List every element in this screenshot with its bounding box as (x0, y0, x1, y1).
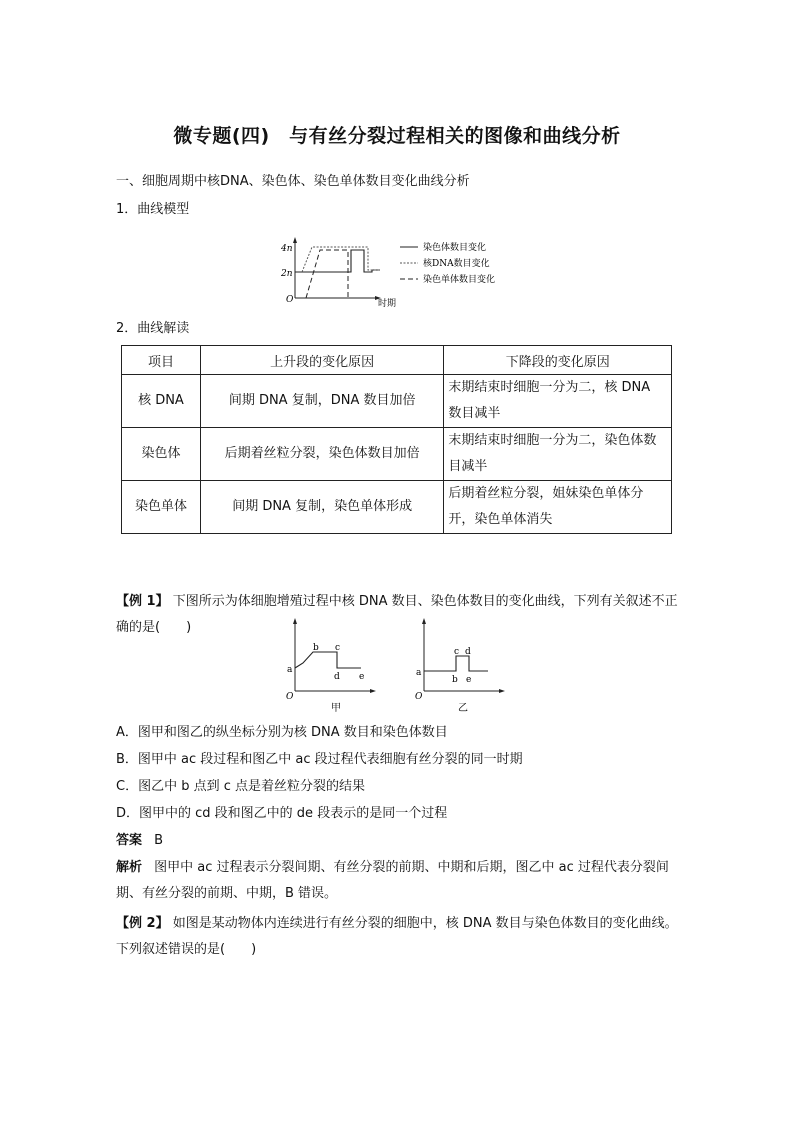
table-header: 下降段的变化原因 (444, 346, 672, 375)
option-a: A．图甲和图乙的纵坐标分别为核 DNA 数目和染色体数目 (116, 725, 448, 740)
legend-dna: 核DNA数目变化 (423, 259, 490, 269)
origin-label: O (415, 692, 423, 702)
table-cell: 后期着丝粒分裂，染色体数目加倍 (200, 428, 444, 481)
answer-line (116, 832, 163, 850)
page-title: 微专题(四) 与有丝分裂过程相关的图像和曲线分析 (173, 125, 621, 147)
analysis (116, 855, 682, 907)
example2-tag: 【例 2】 (116, 916, 169, 931)
table-row (122, 481, 672, 534)
chart-caption: 甲 (331, 703, 341, 714)
point-label-c: c (454, 647, 460, 657)
analysis-label: 解析 (116, 860, 143, 875)
table-cell: 间期 DNA 复制，染色单体形成 (200, 481, 444, 534)
table-header-row (122, 346, 672, 375)
point-label-e: e (359, 672, 365, 682)
point-label-c: c (335, 643, 341, 653)
legend-chromatid: 染色单体数目变化 (423, 275, 496, 285)
x-axis-label: 时期 (378, 299, 397, 309)
table-cell: 间期 DNA 复制，DNA 数目加倍 (200, 375, 444, 428)
dna-curve (302, 247, 380, 272)
point-label-d: d (465, 647, 471, 657)
example1-text: 下图所示为体细胞增殖过程中核 DNA 数目、染色体数目的变化曲线，下列有关叙述不正确的是( ) (116, 594, 678, 635)
legend-chromosome: 染色体数目变化 (423, 243, 487, 253)
table-header: 上升段的变化原因 (200, 346, 444, 375)
x-arrow (370, 689, 376, 693)
x-arrow (499, 689, 505, 693)
point-label-e: e (466, 675, 472, 685)
option-d: D．图甲中的 cd 段和图乙中的 de 段表示的是同一个过程 (116, 806, 448, 821)
option-b: B．图甲中 ac 段过程和图乙中 ac 段过程代表细胞有丝分裂的同一时期 (116, 752, 523, 767)
y-arrow (293, 237, 297, 243)
chart-caption: 乙 (458, 703, 468, 714)
chromatid-curve (306, 250, 348, 298)
curve-model-chart (278, 234, 523, 314)
point-label-a: a (416, 668, 422, 678)
chromosome-curve (295, 250, 380, 272)
y-arrow (293, 618, 297, 624)
example1-question (116, 589, 682, 641)
answer-value: B (154, 833, 164, 848)
subheading-curve-model: 1．曲线模型 (116, 202, 190, 217)
point-label-b: b (452, 675, 458, 685)
table-row (122, 428, 672, 481)
chart-jia (283, 617, 383, 715)
table-row (122, 375, 672, 428)
example2-text: 如图是某动物体内连续进行有丝分裂的细胞中，核 DNA 数目与染色体数目的变化曲线。下列叙述错误的是( ) (116, 916, 678, 957)
table-cell: 后期着丝粒分裂，姐妹染色单体分开，染色单体消失 (444, 481, 672, 534)
chromosome-curve (424, 656, 488, 671)
curve-reading-table (121, 345, 672, 534)
subheading-curve-reading: 2．曲线解读 (116, 321, 190, 336)
table-header: 项目 (122, 346, 201, 375)
origin-label: O (286, 295, 294, 305)
section-heading: 一、细胞周期中核DNA、染色体、染色单体数目变化曲线分析 (116, 174, 470, 189)
dna-curve (295, 652, 361, 668)
chart-yi (412, 617, 512, 715)
point-label-b: b (313, 643, 319, 653)
table-cell: 末期结束时细胞一分为二，核 DNA 数目减半 (444, 375, 672, 428)
answer-label: 答案 (116, 833, 143, 848)
y-tick-2n: 2n (281, 269, 293, 279)
table-cell: 染色体 (122, 428, 201, 481)
point-label-d: d (334, 672, 340, 682)
y-arrow (422, 618, 426, 624)
analysis-text: 图甲中 ac 过程表示分裂间期、有丝分裂的前期、中期和后期，图乙中 ac 过程代表分裂间期、有丝分裂的前期、中期，B 错误。 (116, 860, 669, 901)
origin-label: O (286, 692, 294, 702)
table-cell: 核 DNA (122, 375, 201, 428)
option-c: C．图乙中 b 点到 c 点是着丝粒分裂的结果 (116, 779, 366, 794)
table-cell: 末期结束时细胞一分为二，染色体数目减半 (444, 428, 672, 481)
point-label-a: a (287, 665, 293, 675)
example1-tag: 【例 1】 (116, 594, 169, 609)
example2-question (116, 911, 682, 963)
y-tick-4n: 4n (281, 244, 293, 254)
table-cell: 染色单体 (122, 481, 201, 534)
